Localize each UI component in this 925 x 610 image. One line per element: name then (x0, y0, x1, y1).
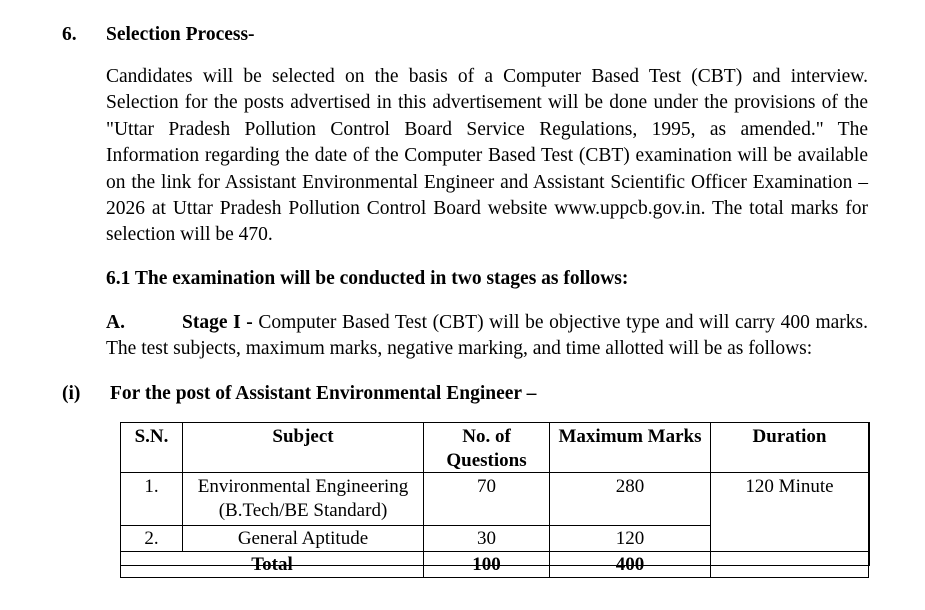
cell-subject-line1: Environmental Engineering (197, 476, 409, 497)
post-heading (62, 381, 536, 407)
cell-total-duration (711, 551, 869, 577)
table-total-row (121, 551, 869, 577)
header-maximum-marks: Maximum Marks (550, 423, 711, 473)
table-row (121, 473, 869, 526)
section-title: Selection Process- (106, 24, 255, 45)
cell-no-of-questions: 70 (424, 473, 550, 526)
stage-label: A. (106, 312, 125, 333)
exam-stages-subheading: 6.1 The examination will be conducted in two stages as follows: (106, 268, 629, 289)
exam-scheme-table (120, 422, 869, 578)
stage-one-paragraph (106, 310, 868, 363)
cell-subject-line2: (B.Tech/BE Standard) (218, 499, 388, 521)
cell-no-of-questions: 30 (424, 526, 550, 552)
cell-maximum-marks: 120 (550, 526, 711, 552)
cell-total-no-of-questions: 100 (424, 551, 550, 577)
header-subject: Subject (183, 423, 424, 473)
header-no-of-questions: No. of Questions (424, 423, 550, 473)
section-number: 6. (62, 24, 77, 45)
cell-total-label: Total (121, 551, 424, 577)
cell-maximum-marks: 280 (550, 473, 711, 526)
cell-subject: General Aptitude (183, 526, 424, 552)
cell-total-maximum-marks: 400 (550, 551, 711, 577)
section-heading (62, 22, 255, 48)
post-heading-text: For the post of Assistant Environmental Engineer – (110, 383, 537, 404)
selection-process-paragraph: Candidates will be selected on the basis of a Computer Based Test (CBT) and interview. Selection for the posts advertised in this advertisement will be done under the provisions of the "Uttar Pradesh Pollution Control Board Service Regulations, 1995, as amended." The Information regarding the date of the Computer Based Test (CBT) examination will be available on the link for Assistant Environmental Engineer and Assistant Scientific Officer Examination – 2026 at Uttar Pradesh Pollution Control Board website www.uppcb.gov.in. The total marks for selection will be 470. (106, 66, 868, 246)
cell-subject (183, 473, 424, 526)
stage-name: Stage I - (182, 312, 253, 333)
cell-sn: 1. (121, 473, 183, 526)
header-sn: S.N. (121, 423, 183, 473)
cell-duration: 120 Minute (711, 473, 869, 552)
post-heading-marker: (i) (62, 383, 81, 404)
cell-sn: 2. (121, 526, 183, 552)
table-header-row (121, 423, 869, 473)
header-duration: Duration (711, 423, 869, 473)
stage-text: Computer Based Test (CBT) will be objective type and will carry 400 marks. The test subjects, maximum marks, negative marking, and time allotted will be as follows: (106, 312, 868, 360)
